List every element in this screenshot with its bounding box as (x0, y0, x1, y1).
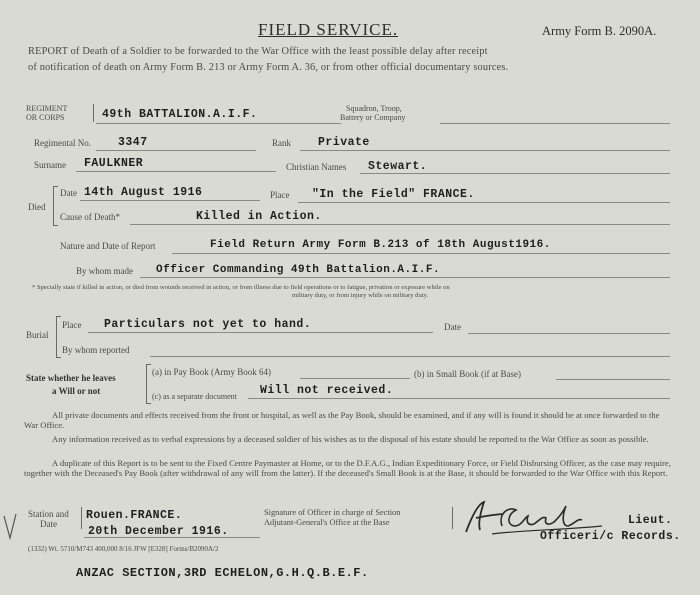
label-regiment-2: OR CORPS (26, 113, 65, 122)
value-place-died: "In the Field" FRANCE. (312, 188, 475, 201)
value-signature-title-2: Officeri/c Records. (540, 530, 681, 543)
signature-brace (448, 507, 453, 529)
value-rank: Private (318, 136, 370, 149)
value-cause-of-death: Killed in Action. (196, 210, 322, 223)
label-rank: Rank (272, 138, 291, 148)
label-burial: Burial (26, 330, 49, 340)
label-will-c: (c) as a separate document (152, 392, 237, 401)
value-date-died: 14th August 1916 (84, 186, 203, 199)
form-title: FIELD SERVICE. (258, 20, 399, 39)
burial-brace (56, 316, 61, 358)
label-place: Place (270, 190, 290, 200)
will-brace (146, 364, 151, 404)
label-will-2: a Will or not (52, 386, 101, 396)
label-station-1: Station and (28, 509, 69, 519)
label-burial-place: Place (62, 320, 82, 330)
print-code: (1332) Wt. 5710/M743 400,000 8/16 JFW [E328] Forms/B2090A/2 (28, 545, 219, 553)
value-signature-title-1: Lieut. (628, 514, 673, 527)
instruction-paragraph-3: A duplicate of this Report is to be sent to the Fixed Centre Paymaster at Home, or to the D.F.A.G., Indian Expeditionary Force, or Field Disbursing Officer, as the case may require, together with the Deceased's Pay Book (after withdrawal of any will from the latter). If the deceased's Small Book is at the Base, it should be forwarded to the War Office with this Report. (24, 458, 671, 478)
label-nature-report: Nature and Date of Report (60, 241, 156, 251)
value-station-date: 20th December 1916. (88, 525, 229, 538)
value-station: Rouen.FRANCE. (86, 509, 183, 522)
died-brace (53, 186, 58, 226)
label-surname: Surname (34, 160, 66, 170)
station-brace (77, 507, 82, 529)
label-signature-2: Adjutant-General's Office at the Base (264, 518, 390, 527)
label-died: Died (28, 202, 46, 212)
label-burial-date: Date (444, 322, 461, 332)
label-will-b: (b) in Small Book (if at Base) (414, 369, 521, 379)
label-burial-by-whom: By whom reported (62, 345, 130, 355)
label-regimental-no: Regimental No. (34, 138, 91, 148)
instruction-paragraph-2: Any information received as to verbal expressions by a deceased soldier of his wishes as to the disposal of his estate should be reported to the War Office as soon as possible. (52, 434, 649, 444)
value-by-whom: Officer Commanding 49th Battalion.A.I.F. (156, 264, 441, 276)
label-station-2: Date (40, 519, 57, 529)
form-number: Army Form B. 2090A. (542, 24, 657, 38)
form-subtitle-line-1: REPORT of Death of a Soldier to be forwarded to the War Office with the least possible delay after receipt (28, 46, 488, 57)
regiment-brace (89, 104, 94, 122)
instruction-paragraph-1: All private documents and effects received from the front or hospital, as well as the Pay Book, should be examined, and if any will is found it should be at once forwarded to the War Office. (24, 410, 660, 430)
label-date: Date (60, 188, 77, 198)
value-nature-report: Field Return Army Form B.213 of 18th August1916. (210, 239, 551, 251)
label-cause-of-death: Cause of Death* (60, 212, 120, 222)
form-subtitle-line-2: of notification of death on Army Form B. 213 or Army Form A. 36, or from other official documentary sources. (28, 62, 509, 73)
value-regimental-no: 3347 (118, 136, 148, 149)
value-regiment: 49th BATTALION.A.I.F. (102, 108, 258, 121)
value-christian-names: Stewart. (368, 160, 428, 173)
value-will: Will not received. (260, 384, 394, 397)
label-squadron-2: Battery or Company (340, 113, 406, 122)
label-will-a: (a) in Pay Book (Army Book 64) (152, 367, 271, 377)
value-anzac-section: ANZAC SECTION,3RD ECHELON,G.H.Q.B.E.F. (76, 566, 369, 580)
value-surname: FAULKNER (84, 157, 144, 170)
footnote-line-2: military duty, or from injury while on military duty. (292, 292, 429, 299)
label-squadron-1: Squadron, Troop, (346, 104, 402, 113)
footnote-line-1: * Specially state if killed in action, or died from wounds received in action, or from illness due to field operations or to fatigue, privation or exposure while on (32, 284, 450, 291)
value-burial-place: Particulars not yet to hand. (104, 318, 312, 331)
label-signature-1: Signature of Officer in charge of Section (264, 508, 401, 517)
label-christian-names: Christian Names (286, 162, 347, 172)
margin-tick-mark (2, 512, 18, 542)
label-by-whom: By whom made (76, 266, 133, 276)
label-regiment-1: REGIMENT (26, 104, 68, 113)
label-will-1: State whether he leaves (26, 373, 116, 383)
